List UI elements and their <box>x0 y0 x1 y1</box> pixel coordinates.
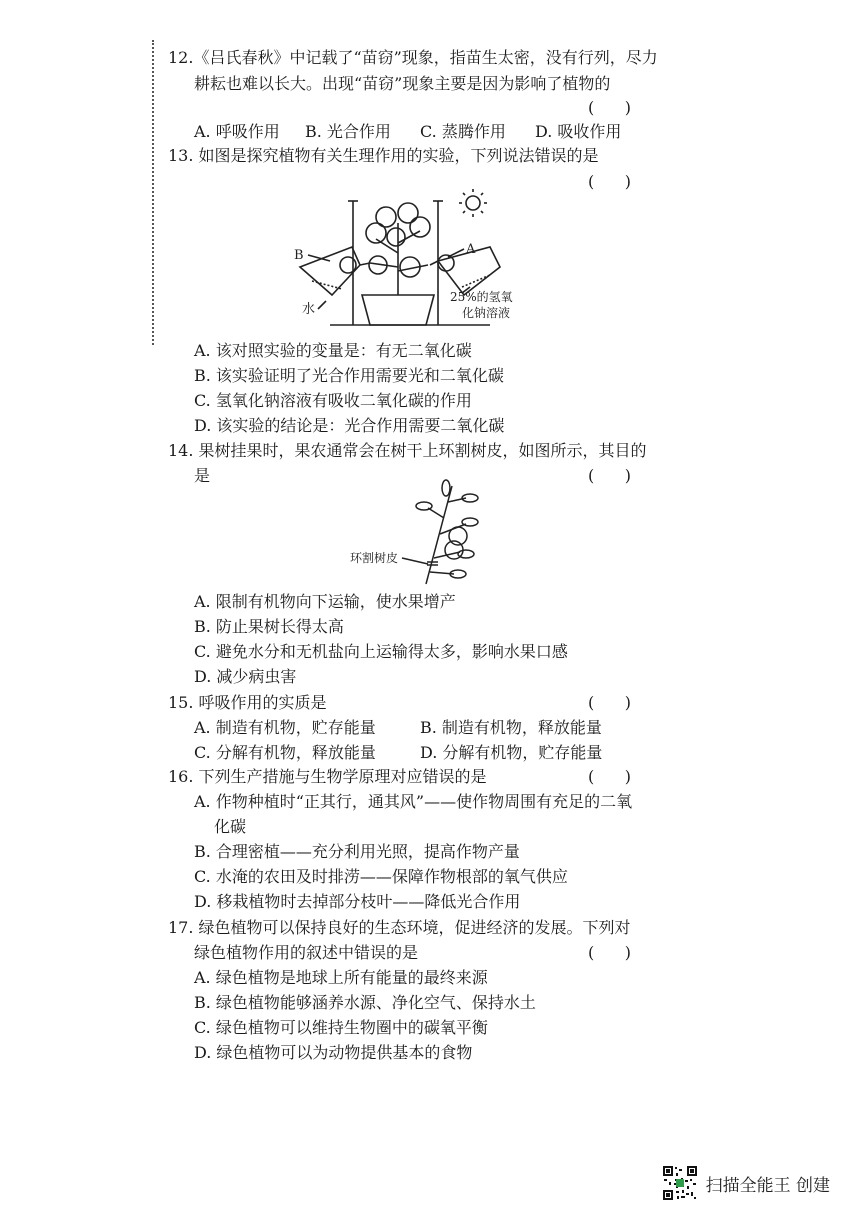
q14-answer-blank[interactable]: ( ) <box>588 466 631 485</box>
q13-option-d[interactable]: D. 该实验的结论是：光合作用需要二氧化碳 <box>194 416 505 435</box>
q12-stem-line2: 耕耘也难以长大。出现“苗窃”现象主要是因为影响了植物的 <box>194 74 611 93</box>
q14-stem-line2: 是 <box>194 466 211 485</box>
label-b: B <box>294 248 304 263</box>
q15-option-c[interactable]: C. 分解有机物，释放能量 <box>194 743 376 762</box>
q17-option-c[interactable]: C. 绿色植物可以维持生物圈中的碳氧平衡 <box>194 1018 488 1037</box>
q12-option-c[interactable]: C. 蒸腾作用 <box>420 122 506 141</box>
q15-answer-blank[interactable]: ( ) <box>588 693 631 712</box>
q14-option-a[interactable]: A. 限制有机物向下运输，使水果增产 <box>194 592 456 611</box>
label-naoh-line2: 化钠溶液 <box>462 306 511 320</box>
q15-stem: 15. 呼吸作用的实质是 <box>168 693 327 712</box>
q14-stem-line1: 14. 果树挂果时，果农通常会在树干上环割树皮，如图所示，其目的 <box>168 441 647 460</box>
q12-option-d[interactable]: D. 吸收作用 <box>535 122 622 141</box>
q16-option-a-line2[interactable]: 化碳 <box>214 817 247 836</box>
sun-icon <box>459 189 487 217</box>
q16-option-a-line1[interactable]: A. 作物种植时“正其行，通其风”——使作物周围有充足的二氧 <box>194 792 633 811</box>
q13-experiment-figure <box>290 183 560 333</box>
q13-option-a[interactable]: A. 该对照实验的变量是：有无二氧化碳 <box>194 341 472 360</box>
q17-stem-line2: 绿色植物作用的叙述中错误的是 <box>194 943 419 962</box>
q16-stem: 16. 下列生产措施与生物学原理对应错误的是 <box>168 767 487 786</box>
q16-option-b[interactable]: B. 合理密植——充分利用光照，提高作物产量 <box>194 842 520 861</box>
q13-option-c[interactable]: C. 氢氧化钠溶液有吸收二氧化碳的作用 <box>194 391 472 410</box>
q14-fruit-tree-figure <box>348 478 488 588</box>
q13-stem: 13. 如图是探究植物有关生理作用的实验，下列说法错误的是 <box>168 146 599 165</box>
q13-answer-blank[interactable]: ( ) <box>588 172 631 191</box>
qr-code-icon <box>662 1165 698 1201</box>
q17-stem-line1: 17. 绿色植物可以保持良好的生态环境，促进经济的发展。下列对 <box>168 918 631 937</box>
q16-answer-blank[interactable]: ( ) <box>588 767 631 786</box>
q17-option-a[interactable]: A. 绿色植物是地球上所有能量的最终来源 <box>194 968 488 987</box>
label-water: 水 <box>302 302 316 317</box>
q14-option-c[interactable]: C. 避免水分和无机盐向上运输得太多，影响水果口感 <box>194 642 568 661</box>
q17-option-d[interactable]: D. 绿色植物可以为动物提供基本的食物 <box>194 1043 473 1062</box>
q12-answer-blank[interactable]: ( ) <box>588 98 631 117</box>
scanner-watermark <box>662 1165 830 1201</box>
q12-option-a[interactable]: A. 呼吸作用 <box>194 122 280 141</box>
q16-option-c[interactable]: C. 水淹的农田及时排涝——保障作物根部的氧气供应 <box>194 867 568 886</box>
binding-dotted-line <box>152 40 154 345</box>
q16-option-d[interactable]: D. 移栽植物时去掉部分枝叶——降低光合作用 <box>194 892 521 911</box>
scanner-app-credit: 扫描全能王 创建 <box>705 1175 830 1196</box>
label-naoh-line1: 25%的氢氧 <box>450 290 513 304</box>
q15-option-a[interactable]: A. 制造有机物，贮存能量 <box>194 718 376 737</box>
q17-answer-blank[interactable]: ( ) <box>588 943 631 962</box>
label-a: A <box>466 242 476 257</box>
label-girdling: 环割树皮 <box>350 551 399 565</box>
q17-option-b[interactable]: B. 绿色植物能够涵养水源、净化空气、保持水土 <box>194 993 536 1012</box>
q14-option-d[interactable]: D. 减少病虫害 <box>194 667 297 686</box>
q13-option-b[interactable]: B. 该实验证明了光合作用需要光和二氧化碳 <box>194 366 504 385</box>
q15-option-b[interactable]: B. 制造有机物，释放能量 <box>420 718 602 737</box>
q15-option-d[interactable]: D. 分解有机物，贮存能量 <box>420 743 603 762</box>
q12-stem-line1: 12.《吕氏春秋》中记载了“苗窃”现象，指苗生太密，没有行列，尽力 <box>168 48 658 67</box>
q14-option-b[interactable]: B. 防止果树长得太高 <box>194 617 344 636</box>
q12-option-b[interactable]: B. 光合作用 <box>305 122 391 141</box>
